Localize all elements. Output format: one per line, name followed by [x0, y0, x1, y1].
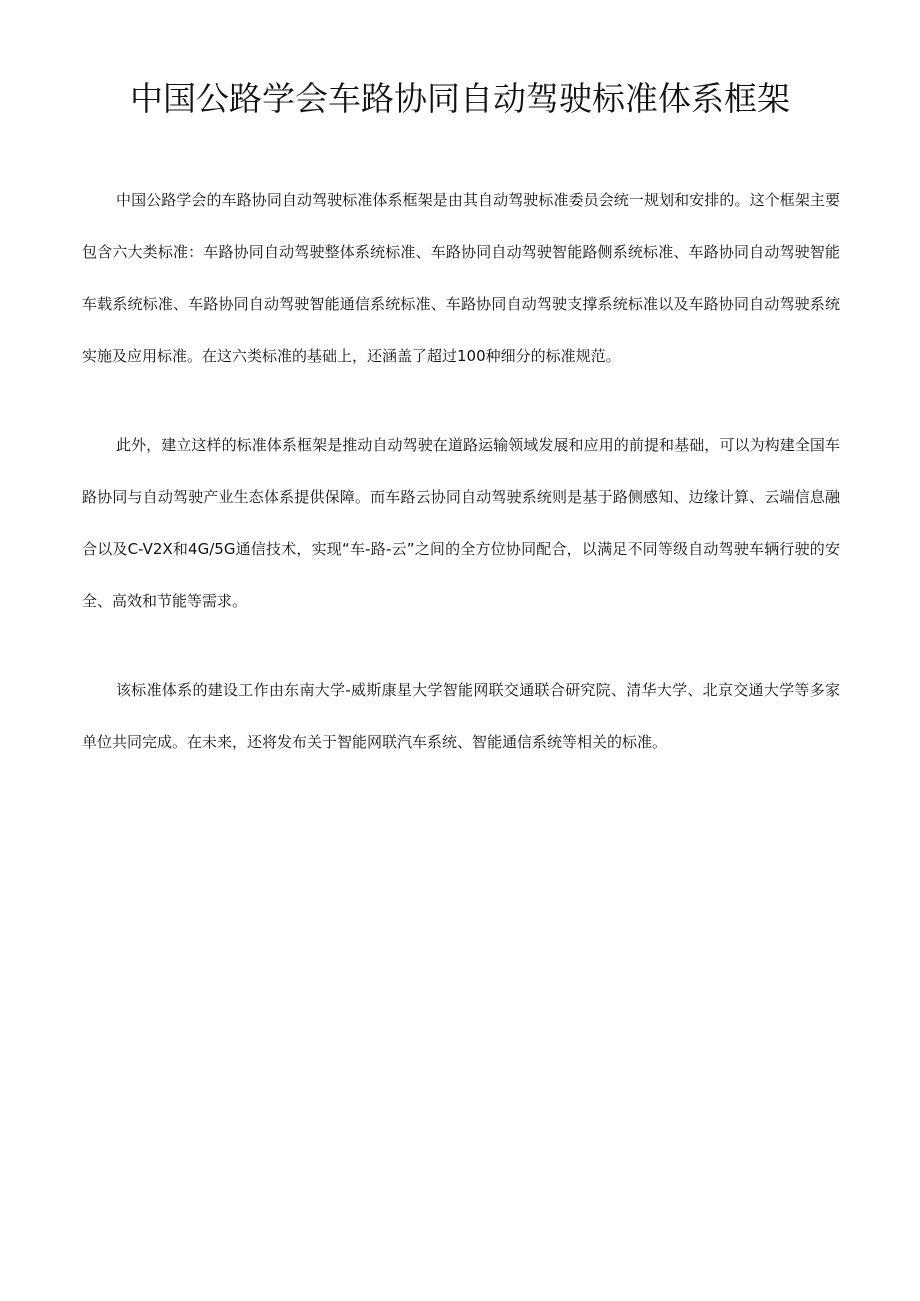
paragraph-2: 此外，建立这样的标准体系框架是推动自动驾驶在道路运输领域发展和应用的前提和基础，可以为构建全国车路协同与自动驾驶产业生态体系提供保障。而车路云协同自动驾驶系统则是基于路侧感知、边缘计算、云端信息融合以及C-V2X和4G/5G通信技术，实现“车-路-云”之间的全方位协同配合，以满足不同等级自动驾驶车辆行驶的安全、高效和节能等需求。: [82, 436, 840, 610]
paragraph-2-container: [82, 419, 840, 627]
paragraph-1: 中国公路学会的车路协同自动驾驶标准体系框架是由其自动驾驶标准委员会统一规划和安排的。这个框架主要包含六大类标准：车路协同自动驾驶整体系统标准、车路协同自动驾驶智能路侧系统标准、车路协同自动驾驶智能车载系统标准、车路协同自动驾驶智能通信系统标准、车路协同自动驾驶支撑系统标准以及车路协同自动驾驶系统实施及应用标准。在这六类标准的基础上，还涵盖了超过100种细分的标准规范。: [82, 191, 840, 365]
paragraph-1-container: [82, 174, 840, 382]
document-title: 中国公路学会车路协同自动驾驶标准体系框架: [130, 79, 790, 118]
paragraph-3-container: [82, 664, 840, 768]
paragraph-3: 该标准体系的建设工作由东南大学-威斯康星大学智能网联交通联合研究院、清华大学、北京交通大学等多家单位共同完成。在未来，还将发布关于智能网联汽车系统、智能通信系统等相关的标准。: [82, 681, 840, 751]
